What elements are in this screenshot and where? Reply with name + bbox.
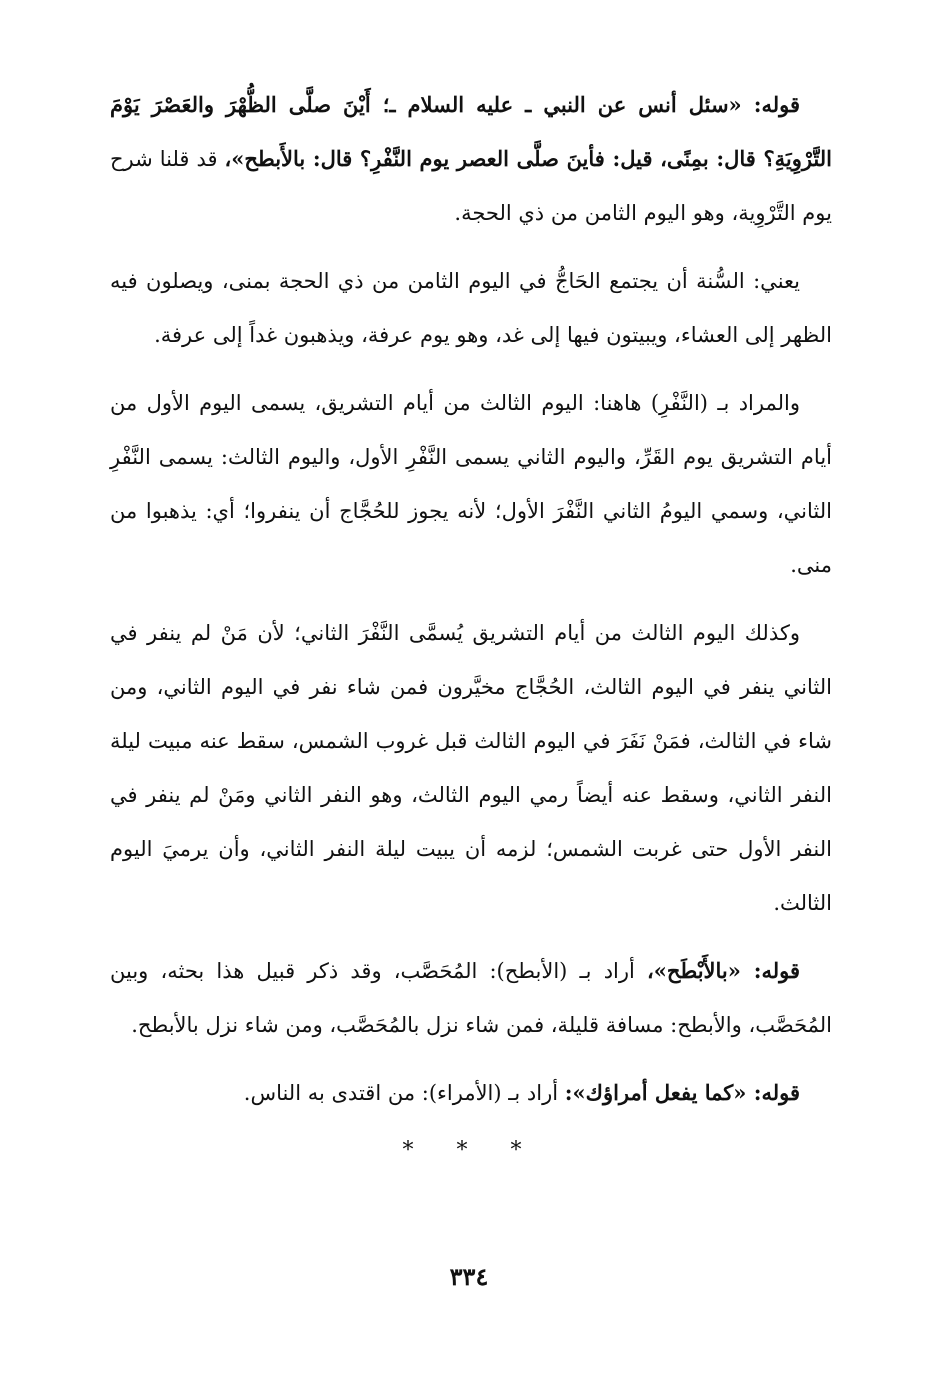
- paragraph-1-text: قد قلنا شرح يوم التَّرْوِية، وهو اليوم الثامن من ذي الحجة.: [110, 147, 832, 225]
- paragraph-6: [110, 1066, 832, 1120]
- page-number: ٣٣٤: [449, 1262, 489, 1291]
- paragraph-2: يعني: السُّنة أن يجتمع الحَاجُّ في اليوم الثامن من ذي الحجة بمنى، ويصلون فيه الظهر إلى العشاء، ويبيتون فيها إلى غد، وهو يوم عرفة، ويذهبون غداً إلى عرفة.: [110, 269, 832, 347]
- section-separator: * * *: [402, 1138, 540, 1163]
- paragraph-6-lead: قوله: «كما يفعل أمراؤك»:: [564, 1080, 800, 1105]
- paragraph-1: [110, 78, 832, 240]
- paragraph-4: وكذلك اليوم الثالث من أيام التشريق يُسمَّى النَّفْرَ الثاني؛ لأن مَنْ لم ينفر في الثاني ينفر في اليوم الثالث، الحُجَّاج مخيَّرون فمن شاء نفر في اليوم الثاني، ومن شاء في الثالث، فمَنْ نَفَرَ في اليوم الثالث قبل غروب الشمس، سقط عنه مبيت ليلة النفر الثاني، وسقط عنه أيضاً رمي اليوم الثالث، وهو النفر الثاني ومَنْ لم ينفر في النفر الأول حتى غربت الشمس؛ لزمه أن يبيت ليلة النفر الثاني، وأن يرميَ اليوم الثالث.: [110, 621, 832, 915]
- paragraph-1-lead: قوله: «سئل أنس عن النبي ـ عليه السلام ـ؛ أَيْنَ صلَّى الظُّهْرَ والعَصْرَ يَوْمَ التَّرْوِيَةِ؟ قال: بمِنًى، قيل: فأينَ صلَّى العصر يوم النَّفْرِ؟ قال: بالأَبطح»،: [110, 92, 832, 171]
- page-body: [110, 78, 832, 1163]
- paragraph-5-text: أراد بـ (الأبطح): المُحَصَّب، وقد ذكر قبيل هذا بحثه، وبين المُحَصَّب، والأبطح: مسافة قليلة، فمن شاء نزل بالمُحَصَّب، ومن شاء نزل بالأبطح.: [110, 959, 832, 1037]
- paragraph-5-lead: قوله: «بالأَبْطَح»،: [647, 958, 801, 983]
- paragraph-6-text: أراد بـ (الأمراء): من اقتدى به الناس.: [243, 1081, 565, 1105]
- paragraph-5: [110, 944, 832, 1052]
- paragraph-3: والمراد بـ (النَّفْرِ) هاهنا: اليوم الثالث من أيام التشريق، يسمى اليوم الأول من أيام التشريق يوم القَرِّ، واليوم الثاني يسمى النَّفْرِ الأول، واليوم الثالث: يسمى النَّفْرِ الثاني، وسمي اليومُ الثاني النَّفْرَ الأول؛ لأنه يجوز للحُجَّاج أن ينفروا؛ أي: يذهبوا من منى.: [110, 391, 832, 577]
